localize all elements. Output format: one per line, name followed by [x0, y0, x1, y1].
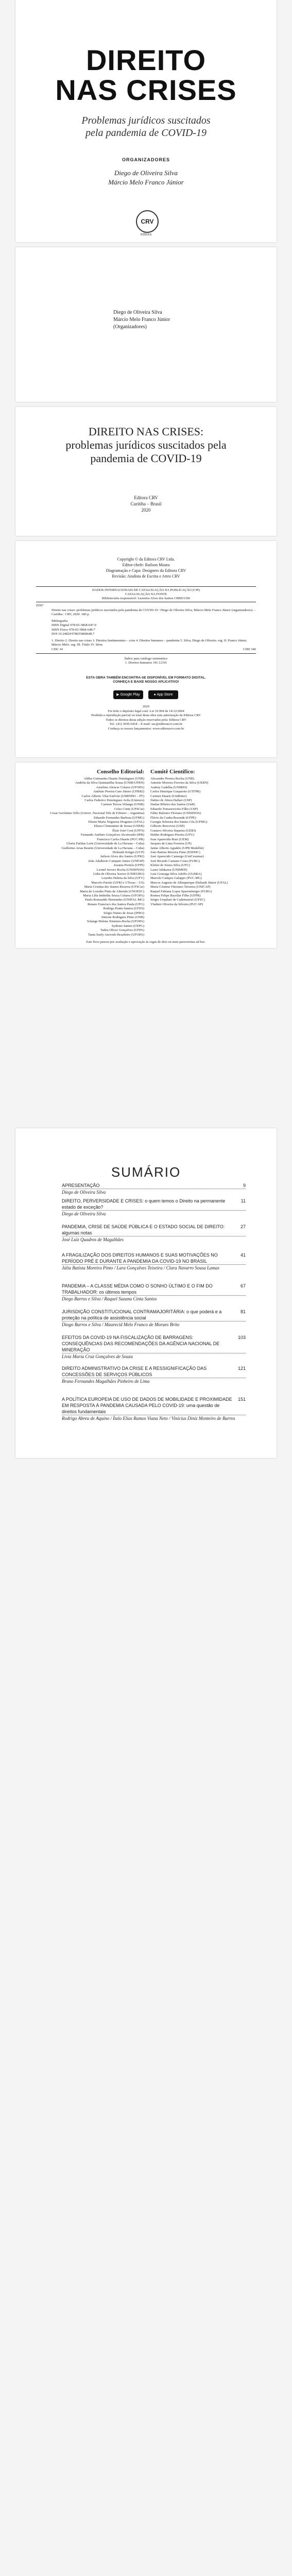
- board-list-left: [36, 777, 144, 937]
- summary-heading: SUMÁRIO: [111, 1164, 181, 1180]
- half-title-organizers: Diego de Oliveira Silva Márcio Melo Franco Júnior (Organizadores): [113, 310, 170, 330]
- ebook-notice: ESTA OBRA TAMBÉM ENCONTRA-SE DISPONÍVEL EM FORMATO DIGITAL. CONHEÇA E BAIXE NOSSO APLICATIVO!: [86, 676, 206, 684]
- board-member: Carlos Federico Dominguez Avila (Unieuro): [84, 799, 144, 803]
- toc-entry-author: Diego de Oliveira Silva: [62, 1211, 106, 1216]
- board-member: Francisco Carlos Duarte (PUC-PR): [97, 837, 144, 841]
- board-member: Jaime Alberto Agudelo (UPB Medellín): [150, 846, 204, 850]
- board-member: Simone Rodrigues Pinto (UNB): [101, 916, 144, 919]
- board-member: Carlos Henrique Gasparoto (UTFPR): [150, 790, 201, 794]
- toc-entry-author: Rodrigo Abreu de Aquino / Ítalo Elias Ramos Viana Neto / Vinícius Diniz Monteiro de Barros: [62, 1416, 235, 1421]
- copyright-page: [15, 541, 277, 757]
- board-member: Carmen Duarte (UniRitter): [150, 794, 187, 798]
- toc-entry[interactable]: [62, 1182, 246, 1195]
- toc-entry-title: DIREITO ADMINISTRATIVO DA CRISE E A RESSIGNIFICAÇÃO DAS CONCESSÕES DE SERVIÇOS PÚBLICOS: [62, 1365, 246, 1378]
- toc-entry[interactable]: [62, 1365, 246, 1384]
- board-member: Anselmo Alencar Colares (UFOPA): [96, 785, 144, 789]
- board-member: Vladmir Oliveira da Silveira (PUC-SP): [150, 902, 203, 906]
- board-member: Cesar Gerónimo Tello (Univer .Nacional Três de Febrero – Argentina): [50, 811, 144, 816]
- board-member: Maria Cristina Vitoriano Teixeira (UNICAP): [150, 885, 211, 889]
- toc-entry[interactable]: [62, 1309, 246, 1328]
- title-page-imprint: Editora CRV Curitiba – Brasil 2020: [130, 495, 162, 513]
- cip-record: D597 Direito nas crises: problemas jurídicos suscitados pela pandemia de COVID-19 / Diego de Oliveira Silva, Márcio Melo Franco Júnior (organizadores). – Curitiba : CRV, 2020. 180 p. Bibliografia ISBN Digital 978-65-5868-647-0 ISBN Físico 978-65-5868-648-7 DOI 10.24824/978655868648.7 1. Direito 2. Direito nas crises 3. Direitos fundamentais – crise 4. Direitos humanos – pandemia 5. Silva, Diego de Oliveira. org. II. Franco Júnior, Márcio Melo. org. III. Título IV. Série. CDU 34 CDD 340: [36, 604, 256, 651]
- board-member: Georgia Sobreira dos Santos Cêa (UFMG): [150, 820, 208, 824]
- toc-entry[interactable]: [62, 1283, 246, 1302]
- board-member: Audrey Gadelha (UNIRIO): [150, 785, 187, 789]
- board-member: Maria Cristina dos Santos Bezerra (UFSCar): [84, 885, 144, 889]
- board-member: Gloria Fariñas León (Universidade de La Havana – Cuba): [66, 842, 144, 846]
- publisher-logo: CRV: [136, 210, 159, 233]
- toc-entry-author: Diego Barros e Silva / Raquel Suzana Cinta Santos: [62, 1296, 157, 1301]
- board-member: Maria de Lourdes Pinto de Almeida (UNOESC): [80, 889, 144, 893]
- toc-entry-author: Bruno Fernandes Magalhães Pinheiro de Lima: [62, 1379, 150, 1384]
- app-store-badge[interactable]: ● App Store: [148, 690, 178, 699]
- board-member: Kleber de Souza Silva (UFU): [150, 863, 190, 868]
- board-member: Solange Helena Ximenes-Rocha (UFOPA): [87, 920, 144, 924]
- board-member: Gilberto Bercovici (USP): [150, 824, 185, 828]
- google-play-badge[interactable]: ▶ Google Play: [113, 690, 143, 699]
- toc-entry-author: Diego de Oliveira Silva: [62, 1190, 106, 1195]
- cip-header: DADOS INTERNACIONAIS DE CATALOGAÇÃO NA PUBLICAÇÃO (CIP) CATALOGAÇÃO NA FONTE Bibliotecária responsável: Luzenira Alves dos Santos CRB9/1506: [92, 588, 200, 600]
- toc-entry-title: APRESENTAÇÃO: [62, 1182, 246, 1189]
- board-member: Aldira Guimarães Duarte Domínguez (UNB): [83, 777, 144, 781]
- board-member: Sérgio Urquhart de Cademartori (UFSC): [150, 898, 205, 902]
- board-member: Lauro Ishikawa (UNIMEP): [150, 868, 187, 872]
- board-member: Elione Maria Nogueira Diogenes (UFAL): [88, 820, 144, 824]
- toc-entry[interactable]: [62, 1198, 246, 1217]
- board-member: Flávio da Cunha Rezende (UFPE): [150, 816, 196, 820]
- toc-entry[interactable]: [62, 1334, 246, 1360]
- board-member: Raquel Fabiana Lopes Sparemberger (FURG): [150, 889, 212, 893]
- board-member: Alexandre Pereira Rocha (UNB): [150, 777, 195, 781]
- toc-entry-title: DIREITO, PERVERSIDADE E CRISES: o quem temos o Direito na permanente estado de exceção?: [62, 1198, 246, 1211]
- board-member: Elizeu Clementino de Souza (UNEB): [94, 824, 144, 828]
- board-member: Darlan Ribeiro dos Santos (UnB): [150, 803, 195, 807]
- toc-entry[interactable]: [62, 1396, 246, 1421]
- toc-entry-page: 9: [243, 1183, 246, 1188]
- board-member: Antônio Pereira Gaio Júnior (UFRRJ): [93, 790, 144, 794]
- toc-entry-page: 151: [237, 1397, 246, 1402]
- board-member: Fernando Antônio Gonçalves Alcoforado (IPB): [80, 833, 144, 837]
- board-member: Marcelo Campos Galuppo (PUC-MG): [150, 876, 202, 880]
- board-member: Fábio Balestro Floriano (UNISINOS): [150, 811, 201, 816]
- board-member: Dalmo de Abreu Dallari (USP): [150, 799, 192, 803]
- board-member: Carmen Tereza Velanga (UNIR): [101, 803, 144, 807]
- toc-entry[interactable]: [62, 1252, 246, 1271]
- play-icon: ▶: [116, 693, 119, 697]
- board-member: Jailson Alves dos Santos (UFRJ): [100, 855, 144, 859]
- toc-entry-page: 11: [241, 1198, 246, 1204]
- board-member: Marcos Augusto de Albuquerque Ehrhardt Júnior (UFAL): [150, 880, 228, 885]
- board-member: Celso Conti (UFSCar): [114, 807, 144, 811]
- board-member: João Adalberto Campato Junior (UNESP): [88, 859, 144, 863]
- board-member: Sydione Santos (UEPG): [111, 924, 144, 928]
- apple-icon: ●: [153, 693, 156, 697]
- board-member: Tadeu Oliver Gonçalves (UFPA): [100, 928, 144, 933]
- board-member: Eduardo Fernandes Barbosa (UFMG): [93, 816, 144, 820]
- cover-title: DIREITO NAS CRISES: [55, 44, 237, 106]
- toc-entry-page: 121: [237, 1366, 246, 1371]
- toc-entry-author: Júlia Batista Moreira Pinto / Lara Gonçalves Teixeira / Clara Navarro Sousa Lamas: [62, 1265, 220, 1270]
- divider: [36, 653, 256, 654]
- organizer-name: Diego de Oliveira Silva: [114, 169, 178, 177]
- board-member: Helder Rodrigues Pereira (UFU): [150, 833, 195, 837]
- toc-entry-title: EFEITOS DA COVID-19 NA FISCALIZAÇÃO DE BARRAGENS: CONSEQUÊNCIAS DAS RECOMENDAÇÕES DA AGÊNCIA NACIONAL DE MINERAÇÃO: [62, 1334, 246, 1353]
- toc-entry-author: Lívia Maria Cruz Gonçalves de Souza: [62, 1354, 133, 1359]
- divider: [36, 586, 256, 587]
- board-member: Rodrigo Pratte-Santos (UFES): [103, 907, 144, 911]
- board-member: Sérgio Nunes de Jesus (IFRO): [104, 911, 144, 915]
- board-member: Romeu Felipe Bacellar Filho (UFPR): [150, 893, 201, 897]
- board-member: Tania Suely Azevedo Brasileiro (UFOPA): [88, 933, 144, 937]
- index-section: Índice para catálogo sistemático 1. Direitos humanos 341.12191: [124, 657, 168, 665]
- board-member: Renato Francisco dos Santos Paula (UFG): [88, 902, 144, 906]
- legal-notice: 2020 Foi feito o depósito legal conf. Lei 10.994 de 14/12/2004 Proibida a reprodução parcial ou total desta obra sem autorização da Editora CRV Todos os direitos desta edição reservados pela: Editora CRV Tel.: (41) 3039-6418 – E-mail: sac@editoracrv.com.br Conheça os nossos lançamentos: www.editoracrv.com.br: [91, 705, 201, 731]
- board-member: José Aparecido Camargo (UniCesumar): [150, 855, 204, 859]
- toc-entry-page: 81: [240, 1309, 246, 1314]
- board-member: Jacques de Lima Ferreira (UP): [150, 842, 192, 846]
- toc-entry-page: 27: [240, 1224, 246, 1229]
- toc-entry-author: José Luiz Quadros de Magalhães: [62, 1237, 124, 1242]
- board-member: Paulo Romualdo Hernandes (UNIFAL-MG): [85, 898, 144, 902]
- board-member: Marcelo Paixão (UFRJ e UTexas – US): [91, 880, 144, 885]
- publisher-tag: editora: [140, 233, 152, 236]
- board-list-right: [150, 777, 259, 907]
- board-member: Eduardo Tomasevicius Filho (USP): [150, 807, 198, 811]
- cover-page: [15, 0, 277, 242]
- board-member: Gustavo Silveira Siqueira (UERJ): [150, 828, 196, 833]
- half-title-page: [15, 247, 277, 402]
- toc-entry-title: A POLÍTICA EUROPEIA DE USO DE DADOS DE MOBILIDADE E PROXIMIDADE EM RESPOSTA À PANDEMIA CAUSADA PELO COVID-19: uma questão de direitos fundamentais: [62, 1396, 246, 1415]
- board-member: Carlos Alberto Vilar Estêvão (UMINHO – PT): [81, 794, 144, 798]
- summary-page: [15, 1128, 277, 1458]
- toc-entry-title: JURISDIÇÃO CONSTITUCIONAL CONTRAMAJORITÁRIA: o que poderá e a proteção na política de assistência social: [62, 1309, 246, 1321]
- toc-entry-page: 103: [237, 1335, 246, 1340]
- board-member: Antonio Moreira Ferreira da Silva (UERN): [150, 781, 209, 785]
- board-member: Andréia da Silva Quintanilha Sousa (UNIR/UFRN): [75, 781, 144, 785]
- board-member: José Ricardo Caetano Costa (FURG): [150, 859, 200, 863]
- cover-subtitle: Problemas jurídicos suscitados pela pandemia de COVID-19: [81, 115, 211, 139]
- board-heading-left: Conselho Editorial:: [97, 769, 144, 775]
- board-member: Guillermo Arias Beatón (Universidade de La Havana – Cuba): [61, 846, 144, 850]
- peer-review-note: Este livro passou por avaliação e aprovação às cegas de dois ou mais pareceristas ad hoc.: [86, 940, 206, 944]
- toc-entry-author: Diogo Barros e Silva / Maurecid Melo Franco de Moraes Brito: [62, 1322, 180, 1327]
- toc-entry-title: PANDEMIA, CRISE DE SAÚDE PÚBLICA E O ESTADO SOCIAL DE DIREITO: algumas notas: [62, 1224, 246, 1236]
- board-member: Lourdes Helena da Silva (UFV): [101, 876, 144, 880]
- board-member: João Batista Moreira Pinto (ESDHC): [150, 850, 200, 854]
- title-page-title: DIREITO NAS CRISES: problemas jurídicos suscitados pela pandemia de COVID-19: [65, 425, 227, 465]
- organizer-name: Márcio Melo Franco Júnior: [108, 178, 184, 186]
- board-member: Helmuth Krüger (UCP): [112, 850, 144, 854]
- board-member: Ivan Aparecido Ruiz (UEM): [150, 837, 189, 841]
- board-member: Lídia de Oliveira Xavier (UNIEURO): [93, 872, 144, 876]
- board-member: Luiz Gonzaga Silva Adolfo (ULBRA): [150, 872, 202, 876]
- toc-entry-page: 41: [240, 1252, 246, 1258]
- copyright-credits: Copyright © da Editora CRV Ltda. Editor-chefe: Railson Moura Diagramação e Capa: Designers da Editora CRV Revisão: Analista de Escrita e Artes CRV: [106, 557, 186, 579]
- organizers-heading: ORGANIZADORES: [122, 157, 170, 162]
- toc-entry[interactable]: [62, 1224, 246, 1243]
- toc-entry-title: PANDEMIA – A CLASSE MÉDIA COMO O SONHO ÚLTIMO E O FIM DO TRABALHADOR: os últimos tempos: [62, 1283, 246, 1296]
- toc-entry-page: 67: [240, 1283, 246, 1289]
- board-member: Josania Portela (UFPI): [113, 863, 144, 868]
- board-member: Maria Lília Imbiriba Sousa Colares (UFOPA): [83, 893, 144, 897]
- title-page: [15, 407, 277, 536]
- board-member: Leonel Severo Rocha (UNISINOS): [96, 868, 144, 872]
- toc-entry-title: A FRAGILIZAÇÃO DOS DIREITOS HUMANOS E SUAS MOTIVAÇÕES NO PERÍODO PRÉ E DURANTE A PANDEMIA DA COVID-19 NO BRASIL: [62, 1252, 246, 1265]
- editorial-board-page: [15, 762, 277, 948]
- board-member: Élsio José Corá (UFFS): [112, 828, 144, 833]
- board-heading-right: Comitê Científico:: [150, 769, 195, 775]
